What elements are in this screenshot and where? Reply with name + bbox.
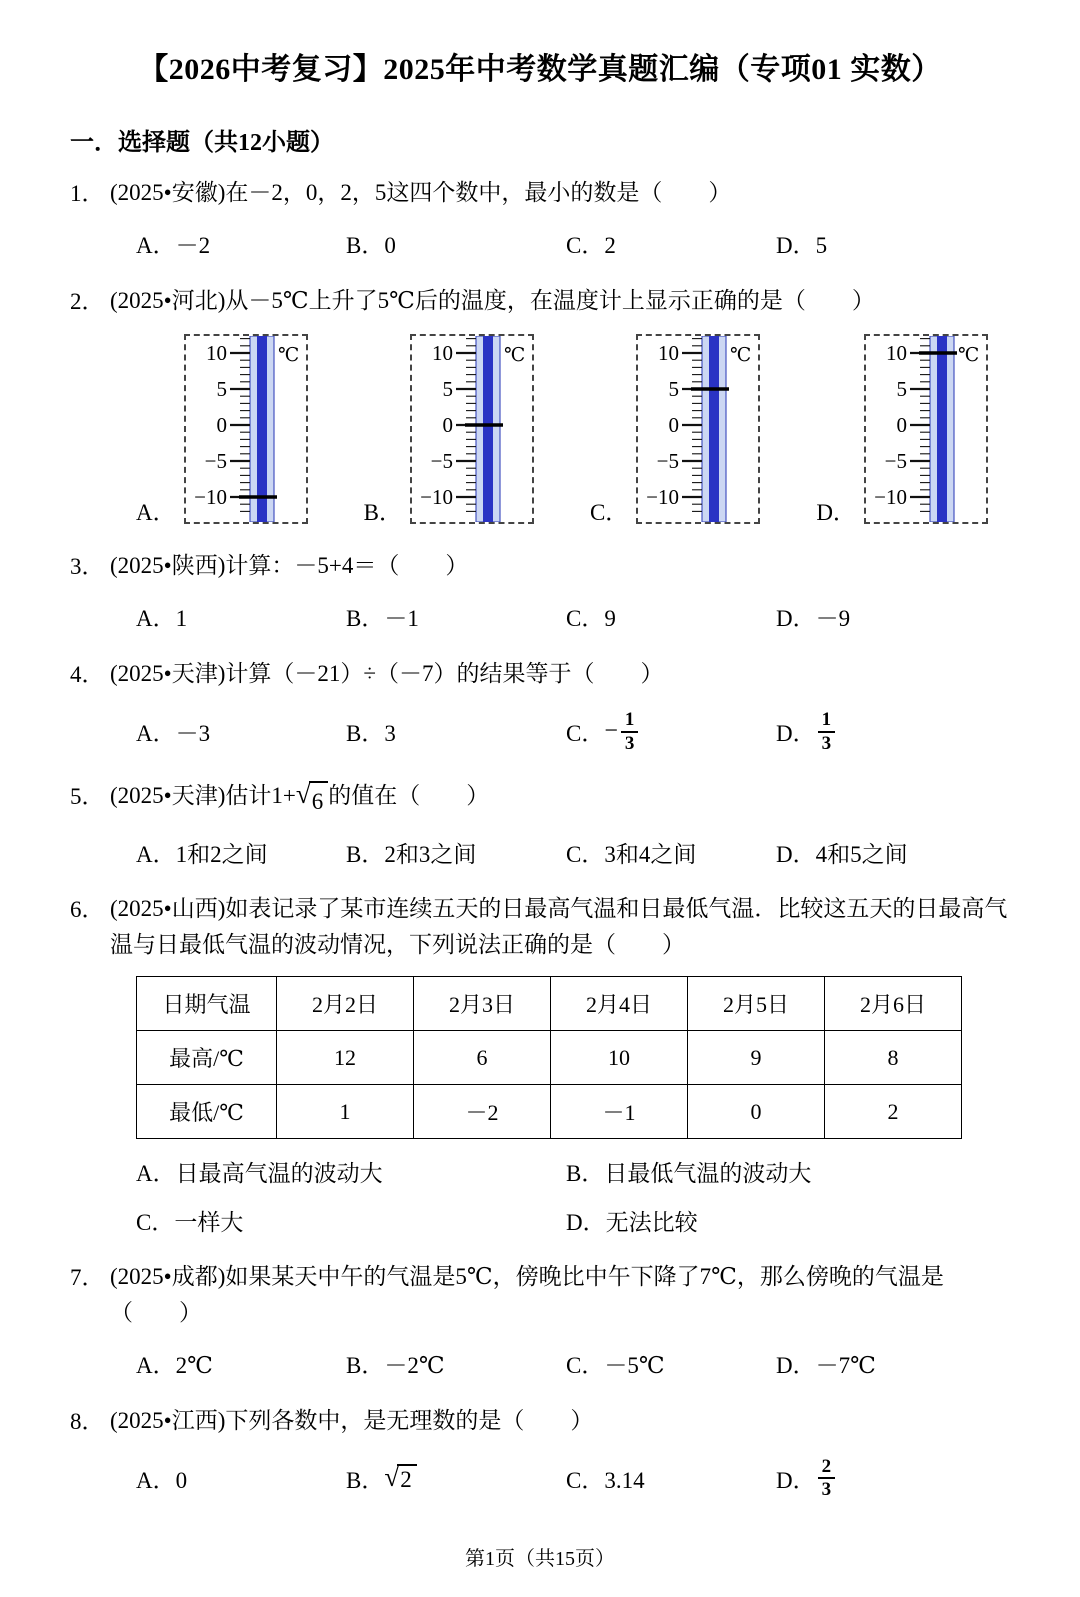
svg-text:−10: −10 — [874, 485, 907, 510]
option-a: A．－3 — [136, 721, 211, 747]
option-letter: B． — [346, 1467, 385, 1493]
thermometer-c-image — [636, 334, 760, 524]
options-row — [136, 600, 1010, 634]
table-cell: 1 — [277, 1085, 414, 1139]
table-cell: 8 — [825, 1031, 962, 1085]
svg-text:℃: ℃ — [503, 345, 526, 367]
fraction: $\frac{1}{3}$ — [818, 709, 836, 755]
svg-text:10: 10 — [205, 341, 227, 366]
question-number: 3． — [70, 554, 105, 580]
option-c — [566, 709, 776, 755]
svg-text:−5: −5 — [884, 449, 907, 474]
option-b: B．日最低气温的波动大 — [566, 1161, 812, 1187]
svg-text:0: 0 — [442, 413, 453, 438]
option-a: A．1 — [136, 606, 188, 632]
svg-text:0: 0 — [668, 413, 680, 438]
option-c: C．3和4之间 — [566, 841, 697, 867]
option-b: B．0 — [346, 233, 396, 259]
option-letter: D． — [816, 500, 856, 526]
options-row — [136, 835, 1010, 869]
options-grid — [136, 1155, 1010, 1237]
question-stem: (2025•河北)从－5℃上升了5℃后的温度，在温度计上显示正确的是（ ） — [110, 287, 875, 313]
svg-text:10: 10 — [885, 341, 907, 366]
table-cell: 0 — [688, 1085, 825, 1139]
question-number: 4． — [70, 661, 105, 687]
question-3 — [70, 548, 1010, 642]
thermometer-option-b — [364, 334, 534, 524]
svg-text:0: 0 — [896, 413, 907, 438]
temperature-table — [136, 976, 962, 1139]
minus-sign: − — [604, 718, 618, 745]
question-6 — [70, 891, 1010, 1245]
table-cell: 2月3日 — [414, 977, 551, 1031]
option-letter: A． — [136, 500, 176, 526]
option-b: B．2和3之间 — [346, 841, 477, 867]
svg-text:−10: −10 — [193, 485, 227, 510]
svg-text:10: 10 — [658, 341, 680, 366]
fraction: $\frac{2}{3}$ — [818, 1456, 836, 1502]
options-row — [136, 227, 1010, 261]
question-number: 2． — [70, 288, 105, 314]
table-cell: 12 — [277, 1031, 414, 1085]
option-c: C．一样大 — [136, 1210, 244, 1236]
thermometer-a-image — [184, 334, 308, 524]
table-cell: 2月5日 — [688, 977, 825, 1031]
question-stem: (2025•陕西)计算：－5+4＝（ ） — [110, 553, 469, 579]
question-2 — [70, 283, 1010, 535]
question-stem: (2025•江西)下列各数中，是无理数的是（ ） — [110, 1407, 594, 1433]
svg-text:−5: −5 — [204, 449, 227, 474]
thermometer-options — [136, 334, 1010, 524]
radical-sign: √ — [384, 1461, 400, 1492]
thermometer-option-c — [590, 334, 760, 524]
question-stem: (2025•天津)估计1+ √ 6 的值在（ ） — [110, 778, 1010, 820]
option-b: B．3 — [346, 721, 396, 747]
question-1 — [70, 175, 1010, 269]
svg-text:℃: ℃ — [957, 345, 980, 367]
question-number: 7． — [70, 1265, 105, 1291]
svg-text:−10: −10 — [646, 485, 680, 510]
option-b — [346, 1462, 566, 1495]
table-cell: 2月6日 — [825, 977, 962, 1031]
math-expression: 1+ — [271, 782, 296, 808]
table-cell: 2月2日 — [277, 977, 414, 1031]
option-b: B．－1 — [346, 606, 419, 632]
table-cell: 最高/℃ — [137, 1031, 277, 1085]
table-cell: 最低/℃ — [137, 1085, 277, 1139]
options-row — [136, 708, 1010, 756]
table-cell: 2月4日 — [551, 977, 688, 1031]
option-a: A．0 — [136, 1467, 188, 1493]
question-stem: (2025•天津)计算（－21）÷（－7）的结果等于（ ） — [110, 660, 664, 686]
svg-text:−5: −5 — [656, 449, 680, 474]
option-d: D．4和5之间 — [776, 841, 908, 867]
option-c: C．3.14 — [566, 1467, 645, 1493]
question-number: 6． — [70, 897, 105, 923]
options-row — [136, 1454, 1010, 1502]
page-title: 【2026中考复习】2025年中考数学真题汇编（专项01 实数） — [138, 53, 942, 86]
question-stem: (2025•安徽)在－2，0，2，5这四个数中，最小的数是（ ） — [110, 180, 732, 205]
options-row — [136, 1347, 1010, 1381]
option-d — [776, 709, 1010, 755]
question-4 — [70, 656, 1010, 764]
option-letter: B． — [363, 500, 402, 526]
svg-text:5: 5 — [216, 377, 227, 402]
option-d: D．－7℃ — [776, 1353, 876, 1379]
table-cell: 10 — [551, 1031, 688, 1085]
question-stem: (2025•山西)如表记录了某市连续五天的日最高气温和日最低气温．比较这五天的日最高气温与日最低气温的波动情况，下列说法正确的是（ ） — [110, 896, 1008, 957]
option-a: A．－2 — [136, 233, 211, 259]
table-cell: 日期气温 — [137, 977, 277, 1031]
option-c: C．2 — [566, 233, 616, 259]
option-a: A．日最高气温的波动大 — [136, 1161, 383, 1187]
option-a: A．2℃ — [136, 1353, 213, 1379]
thermometer-d-image — [864, 334, 988, 524]
svg-text:℃: ℃ — [730, 345, 752, 367]
thermometer-option-a — [136, 334, 308, 524]
section-heading: 一．选择题（共12小题） — [70, 130, 334, 156]
table-cell: 9 — [688, 1031, 825, 1085]
option-c: C．－5℃ — [566, 1353, 665, 1379]
question-number: 1． — [70, 181, 105, 206]
option-d: D．－9 — [776, 606, 851, 632]
question-5 — [70, 778, 1010, 878]
radical-sign: √ — [295, 778, 311, 809]
svg-text:−10: −10 — [420, 485, 453, 510]
svg-text:10: 10 — [431, 341, 453, 366]
table-cell: 6 — [414, 1031, 551, 1085]
fraction: $\frac{1}{3}$ — [621, 709, 639, 755]
option-d: D．无法比较 — [566, 1210, 698, 1236]
question-7 — [70, 1259, 1010, 1388]
svg-text:−5: −5 — [430, 449, 453, 474]
question-8 — [70, 1403, 1010, 1511]
option-d: D．5 — [776, 233, 828, 259]
option-letter: D． — [776, 1467, 816, 1493]
question-stem: (2025•成都)如果某天中午的气温是5℃，傍晚比中午下降了7℃，那么傍晚的气温是（ ） — [110, 1264, 944, 1326]
svg-text:℃: ℃ — [277, 345, 299, 367]
thermometer-option-d — [816, 334, 988, 524]
sqrt-expression: √ 2 — [384, 1464, 416, 1493]
table-cell: －2 — [414, 1085, 551, 1139]
svg-text:0: 0 — [216, 413, 227, 438]
sqrt-expression: √ 6 — [296, 781, 328, 820]
table-row — [137, 1031, 962, 1085]
option-b: B．－2℃ — [346, 1353, 445, 1379]
option-d — [776, 1456, 1010, 1502]
svg-text:5: 5 — [668, 377, 680, 402]
table-cell: －1 — [551, 1085, 688, 1139]
question-number: 8． — [70, 1408, 105, 1434]
svg-text:5: 5 — [896, 377, 907, 402]
option-letter: C． — [589, 500, 629, 526]
svg-text:5: 5 — [442, 377, 453, 402]
option-letter: C． — [566, 721, 605, 747]
table-row — [137, 1085, 962, 1139]
thermometer-b-image — [410, 334, 534, 524]
option-c: C．9 — [566, 606, 616, 632]
option-a: A．1和2之间 — [136, 841, 268, 867]
question-number: 5． — [70, 783, 105, 809]
option-letter: D． — [776, 721, 816, 747]
page-number: 第1页（共15页） — [465, 1548, 615, 1571]
table-cell: 2 — [825, 1085, 962, 1139]
